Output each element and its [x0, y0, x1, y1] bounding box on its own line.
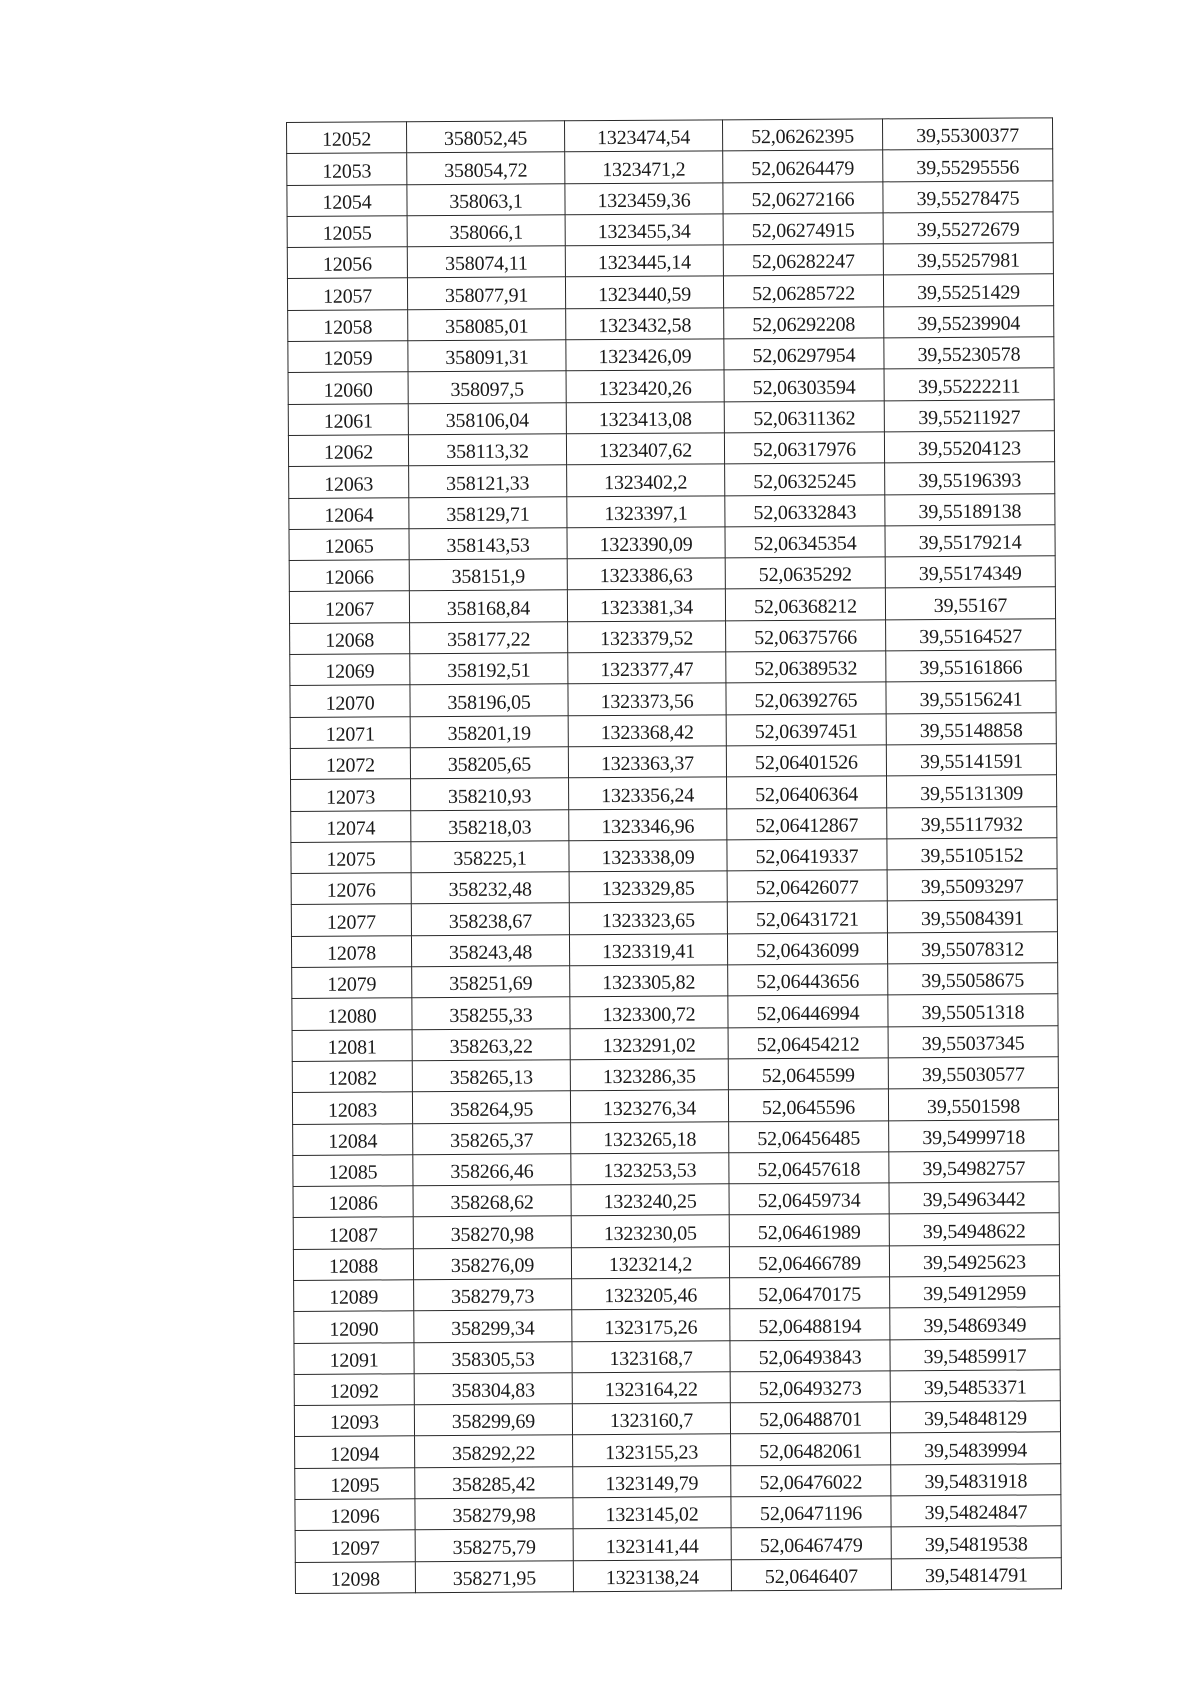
- latitude-cell: 52,06488701: [730, 1402, 890, 1434]
- x-coordinate-cell: 358151,9: [409, 559, 567, 591]
- point-number-cell: 12067: [289, 591, 409, 623]
- y-coordinate-cell: 1323253,53: [571, 1153, 729, 1185]
- table-row: [294, 1370, 1060, 1406]
- table-row: [293, 1213, 1059, 1249]
- latitude-cell: 52,06476022: [731, 1465, 891, 1497]
- x-coordinate-cell: 358232,48: [411, 872, 569, 904]
- longitude-cell: 39,55084391: [887, 900, 1057, 932]
- longitude-cell: 39,54948622: [889, 1213, 1059, 1245]
- latitude-cell: 52,06466789: [729, 1246, 889, 1278]
- x-coordinate-cell: 358143,53: [409, 528, 567, 560]
- y-coordinate-cell: 1323363,37: [568, 746, 726, 778]
- y-coordinate-cell: 1323160,7: [572, 1403, 730, 1435]
- point-number-cell: 12094: [295, 1436, 415, 1468]
- y-coordinate-cell: 1323397,1: [567, 495, 725, 527]
- longitude-cell: 39,54859917: [890, 1338, 1060, 1370]
- table-row: [291, 869, 1057, 905]
- latitude-cell: 52,06401526: [726, 745, 886, 777]
- longitude-cell: 39,54963442: [889, 1182, 1059, 1214]
- table-body: [287, 118, 1062, 1594]
- latitude-cell: 52,06457618: [729, 1152, 889, 1184]
- point-number-cell: 12082: [292, 1061, 412, 1093]
- y-coordinate-cell: 1323305,82: [570, 965, 728, 997]
- y-coordinate-cell: 1323440,59: [565, 276, 723, 308]
- y-coordinate-cell: 1323205,46: [572, 1278, 730, 1310]
- y-coordinate-cell: 1323265,18: [571, 1121, 729, 1153]
- table-row: [288, 337, 1054, 373]
- latitude-cell: 52,06368212: [725, 588, 885, 620]
- x-coordinate-cell: 358268,62: [413, 1185, 571, 1217]
- point-number-cell: 12091: [294, 1342, 414, 1374]
- longitude-cell: 39,54982757: [889, 1151, 1059, 1183]
- latitude-cell: 52,0635292: [725, 557, 885, 589]
- longitude-cell: 39,55239904: [884, 306, 1054, 338]
- x-coordinate-cell: 358225,1: [411, 841, 569, 873]
- latitude-cell: 52,06297954: [724, 338, 884, 370]
- point-number-cell: 12059: [288, 341, 408, 373]
- latitude-cell: 52,06446994: [728, 995, 888, 1027]
- x-coordinate-cell: 358085,01: [408, 309, 566, 341]
- y-coordinate-cell: 1323471,2: [565, 151, 723, 183]
- y-coordinate-cell: 1323386,63: [567, 558, 725, 590]
- x-coordinate-cell: 358265,37: [413, 1122, 571, 1154]
- table-row: [289, 525, 1055, 561]
- longitude-cell: 39,54869349: [890, 1307, 1060, 1339]
- x-coordinate-cell: 358192,51: [410, 653, 568, 685]
- latitude-cell: 52,0645596: [728, 1089, 888, 1121]
- point-number-cell: 12074: [291, 810, 411, 842]
- point-number-cell: 12083: [292, 1092, 412, 1124]
- latitude-cell: 52,06426077: [727, 870, 887, 902]
- point-number-cell: 12054: [287, 184, 407, 216]
- x-coordinate-cell: 358091,31: [408, 340, 566, 372]
- table-row: [295, 1557, 1061, 1593]
- point-number-cell: 12058: [288, 310, 408, 342]
- x-coordinate-cell: 358243,48: [411, 935, 569, 967]
- table-row: [287, 212, 1053, 248]
- x-coordinate-cell: 358251,69: [412, 966, 570, 998]
- latitude-cell: 52,06274915: [723, 213, 883, 245]
- x-coordinate-cell: 358074,11: [407, 246, 565, 278]
- latitude-cell: 52,06392765: [726, 682, 886, 714]
- x-coordinate-cell: 358063,1: [407, 183, 565, 215]
- point-number-cell: 12070: [290, 685, 410, 717]
- x-coordinate-cell: 358276,09: [413, 1247, 571, 1279]
- y-coordinate-cell: 1323381,34: [567, 589, 725, 621]
- x-coordinate-cell: 358205,65: [410, 747, 568, 779]
- x-coordinate-cell: 358168,84: [409, 590, 567, 622]
- latitude-cell: 52,06493273: [730, 1371, 890, 1403]
- table-row: [292, 994, 1058, 1030]
- y-coordinate-cell: 1323407,62: [566, 433, 724, 465]
- longitude-cell: 39,55058675: [888, 963, 1058, 995]
- latitude-cell: 52,06467479: [731, 1527, 891, 1559]
- table-row: [294, 1307, 1060, 1343]
- longitude-cell: 39,54925623: [889, 1244, 1059, 1276]
- y-coordinate-cell: 1323413,08: [566, 402, 724, 434]
- x-coordinate-cell: 358066,1: [407, 215, 565, 247]
- x-coordinate-cell: 358097,5: [408, 371, 566, 403]
- table-row: [289, 587, 1055, 623]
- latitude-cell: 52,06456485: [729, 1120, 889, 1152]
- latitude-cell: 52,06375766: [726, 620, 886, 652]
- table-row: [290, 744, 1056, 780]
- longitude-cell: 39,54814791: [891, 1557, 1061, 1589]
- point-number-cell: 12072: [290, 748, 410, 780]
- latitude-cell: 52,06454212: [728, 1026, 888, 1058]
- table-row: [287, 180, 1053, 216]
- x-coordinate-cell: 358196,05: [410, 684, 568, 716]
- longitude-cell: 39,55179214: [885, 525, 1055, 557]
- x-coordinate-cell: 358264,95: [412, 1091, 570, 1123]
- latitude-cell: 52,06397451: [726, 713, 886, 745]
- point-number-cell: 12095: [295, 1468, 415, 1500]
- table-row: [291, 900, 1057, 936]
- y-coordinate-cell: 1323459,36: [565, 182, 723, 214]
- x-coordinate-cell: 358218,03: [411, 809, 569, 841]
- y-coordinate-cell: 1323455,34: [565, 214, 723, 246]
- table-row: [292, 1025, 1058, 1061]
- table-row: [290, 712, 1056, 748]
- x-coordinate-cell: 358292,22: [415, 1435, 573, 1467]
- longitude-cell: 39,54824847: [891, 1495, 1061, 1527]
- y-coordinate-cell: 1323338,09: [569, 840, 727, 872]
- table-row: [291, 775, 1057, 811]
- longitude-cell: 39,54819538: [891, 1526, 1061, 1558]
- coordinates-table: [286, 117, 1062, 1594]
- point-number-cell: 12077: [291, 904, 411, 936]
- y-coordinate-cell: 1323149,79: [573, 1466, 731, 1498]
- x-coordinate-cell: 358113,32: [408, 434, 566, 466]
- table-row: [294, 1401, 1060, 1437]
- y-coordinate-cell: 1323230,05: [571, 1215, 729, 1247]
- x-coordinate-cell: 358263,22: [412, 1028, 570, 1060]
- latitude-cell: 52,06282247: [723, 244, 883, 276]
- latitude-cell: 52,06262395: [722, 119, 882, 151]
- y-coordinate-cell: 1323402,2: [567, 464, 725, 496]
- longitude-cell: 39,55300377: [882, 118, 1052, 150]
- y-coordinate-cell: 1323390,09: [567, 527, 725, 559]
- x-coordinate-cell: 358265,13: [412, 1060, 570, 1092]
- latitude-cell: 52,06311362: [724, 401, 884, 433]
- point-number-cell: 12087: [293, 1217, 413, 1249]
- point-number-cell: 12085: [293, 1155, 413, 1187]
- longitude-cell: 39,55148858: [886, 712, 1056, 744]
- longitude-cell: 39,55078312: [887, 932, 1057, 964]
- x-coordinate-cell: 358304,83: [414, 1373, 572, 1405]
- longitude-cell: 39,55141591: [886, 744, 1056, 776]
- latitude-cell: 52,0645599: [728, 1058, 888, 1090]
- latitude-cell: 52,06461989: [729, 1214, 889, 1246]
- point-number-cell: 12061: [288, 403, 408, 435]
- longitude-cell: 39,55196393: [885, 462, 1055, 494]
- latitude-cell: 52,06470175: [730, 1277, 890, 1309]
- point-number-cell: 12066: [289, 560, 409, 592]
- x-coordinate-cell: 358177,22: [410, 622, 568, 654]
- table-row: [294, 1276, 1060, 1312]
- x-coordinate-cell: 358054,72: [407, 152, 565, 184]
- y-coordinate-cell: 1323168,7: [572, 1340, 730, 1372]
- x-coordinate-cell: 358121,33: [409, 465, 567, 497]
- x-coordinate-cell: 358279,73: [414, 1279, 572, 1311]
- y-coordinate-cell: 1323323,65: [569, 902, 727, 934]
- latitude-cell: 52,06272166: [723, 181, 883, 213]
- y-coordinate-cell: 1323368,42: [568, 714, 726, 746]
- longitude-cell: 39,55204123: [884, 431, 1054, 463]
- latitude-cell: 52,06459734: [729, 1183, 889, 1215]
- latitude-cell: 52,06431721: [727, 901, 887, 933]
- longitude-cell: 39,55251429: [883, 274, 1053, 306]
- latitude-cell: 52,06419337: [727, 839, 887, 871]
- latitude-cell: 52,06285722: [723, 275, 883, 307]
- latitude-cell: 52,06303594: [724, 369, 884, 401]
- x-coordinate-cell: 358305,53: [414, 1341, 572, 1373]
- longitude-cell: 39,54848129: [890, 1401, 1060, 1433]
- table-row: [288, 431, 1054, 467]
- point-number-cell: 12089: [294, 1280, 414, 1312]
- y-coordinate-cell: 1323300,72: [570, 996, 728, 1028]
- latitude-cell: 52,06292208: [724, 307, 884, 339]
- coordinates-table-container: [286, 117, 1061, 1594]
- longitude-cell: 39,5501598: [888, 1088, 1058, 1120]
- longitude-cell: 39,55257981: [883, 243, 1053, 275]
- table-row: [287, 149, 1053, 185]
- x-coordinate-cell: 358299,34: [414, 1310, 572, 1342]
- y-coordinate-cell: 1323141,44: [573, 1528, 731, 1560]
- point-number-cell: 12080: [292, 998, 412, 1030]
- longitude-cell: 39,54839994: [891, 1432, 1061, 1464]
- latitude-cell: 52,06471196: [731, 1496, 891, 1528]
- x-coordinate-cell: 358201,19: [410, 715, 568, 747]
- y-coordinate-cell: 1323164,22: [572, 1372, 730, 1404]
- longitude-cell: 39,55230578: [884, 337, 1054, 369]
- x-coordinate-cell: 358270,98: [413, 1216, 571, 1248]
- table-row: [288, 306, 1054, 342]
- y-coordinate-cell: 1323138,24: [573, 1559, 731, 1591]
- table-row: [291, 932, 1057, 968]
- table-row: [288, 368, 1054, 404]
- x-coordinate-cell: 358052,45: [407, 121, 565, 153]
- latitude-cell: 52,06264479: [723, 150, 883, 182]
- point-number-cell: 12098: [295, 1561, 415, 1593]
- x-coordinate-cell: 358077,91: [407, 277, 565, 309]
- longitude-cell: 39,55037345: [888, 1025, 1058, 1057]
- x-coordinate-cell: 358129,71: [409, 496, 567, 528]
- longitude-cell: 39,54912959: [890, 1276, 1060, 1308]
- x-coordinate-cell: 358255,33: [412, 997, 570, 1029]
- y-coordinate-cell: 1323276,34: [570, 1090, 728, 1122]
- table-row: [293, 1151, 1059, 1187]
- table-row: [295, 1464, 1061, 1500]
- longitude-cell: 39,55167: [885, 587, 1055, 619]
- table-row: [291, 806, 1057, 842]
- point-number-cell: 12081: [292, 1029, 412, 1061]
- point-number-cell: 12064: [289, 497, 409, 529]
- table-row: [295, 1432, 1061, 1468]
- y-coordinate-cell: 1323445,14: [565, 245, 723, 277]
- x-coordinate-cell: 358106,04: [408, 402, 566, 434]
- x-coordinate-cell: 358285,42: [415, 1467, 573, 1499]
- latitude-cell: 52,06406364: [727, 776, 887, 808]
- point-number-cell: 12088: [293, 1248, 413, 1280]
- longitude-cell: 39,55278475: [883, 180, 1053, 212]
- y-coordinate-cell: 1323379,52: [568, 621, 726, 653]
- point-number-cell: 12093: [294, 1405, 414, 1437]
- longitude-cell: 39,54999718: [889, 1119, 1059, 1151]
- longitude-cell: 39,55117932: [887, 806, 1057, 838]
- latitude-cell: 52,06345354: [725, 526, 885, 558]
- longitude-cell: 39,55093297: [887, 869, 1057, 901]
- y-coordinate-cell: 1323329,85: [569, 871, 727, 903]
- longitude-cell: 39,54831918: [891, 1464, 1061, 1496]
- y-coordinate-cell: 1323240,25: [571, 1184, 729, 1216]
- y-coordinate-cell: 1323432,58: [566, 308, 724, 340]
- latitude-cell: 52,0646407: [731, 1558, 891, 1590]
- y-coordinate-cell: 1323474,54: [564, 120, 722, 152]
- table-row: [294, 1338, 1060, 1374]
- table-row: [292, 1057, 1058, 1093]
- longitude-cell: 39,55161866: [886, 650, 1056, 682]
- longitude-cell: 39,55131309: [887, 775, 1057, 807]
- longitude-cell: 39,55222211: [884, 368, 1054, 400]
- longitude-cell: 39,55189138: [885, 493, 1055, 525]
- latitude-cell: 52,06488194: [730, 1308, 890, 1340]
- table-row: [291, 838, 1057, 874]
- point-number-cell: 12069: [290, 654, 410, 686]
- y-coordinate-cell: 1323175,26: [572, 1309, 730, 1341]
- latitude-cell: 52,06317976: [724, 432, 884, 464]
- y-coordinate-cell: 1323346,96: [569, 808, 727, 840]
- point-number-cell: 12057: [287, 278, 407, 310]
- table-row: [295, 1526, 1061, 1562]
- point-number-cell: 12076: [291, 873, 411, 905]
- table-row: [287, 118, 1053, 154]
- table-row: [290, 619, 1056, 655]
- y-coordinate-cell: 1323214,2: [571, 1247, 729, 1279]
- point-number-cell: 12055: [287, 216, 407, 248]
- y-coordinate-cell: 1323155,23: [573, 1434, 731, 1466]
- y-coordinate-cell: 1323319,41: [569, 934, 727, 966]
- longitude-cell: 39,54853371: [890, 1370, 1060, 1402]
- point-number-cell: 12097: [295, 1530, 415, 1562]
- point-number-cell: 12078: [291, 935, 411, 967]
- table-row: [289, 462, 1055, 498]
- point-number-cell: 12092: [294, 1374, 414, 1406]
- x-coordinate-cell: 358266,46: [413, 1154, 571, 1186]
- table-row: [289, 556, 1055, 592]
- table-row: [292, 963, 1058, 999]
- point-number-cell: 12056: [287, 247, 407, 279]
- point-number-cell: 12065: [289, 529, 409, 561]
- latitude-cell: 52,06443656: [728, 964, 888, 996]
- point-number-cell: 12096: [295, 1499, 415, 1531]
- point-number-cell: 12084: [293, 1123, 413, 1155]
- latitude-cell: 52,06412867: [727, 807, 887, 839]
- point-number-cell: 12053: [287, 153, 407, 185]
- table-row: [293, 1244, 1059, 1280]
- latitude-cell: 52,06436099: [727, 933, 887, 965]
- point-number-cell: 12090: [294, 1311, 414, 1343]
- point-number-cell: 12052: [287, 122, 407, 154]
- y-coordinate-cell: 1323426,09: [566, 339, 724, 371]
- table-row: [293, 1119, 1059, 1155]
- x-coordinate-cell: 358279,98: [415, 1498, 573, 1530]
- longitude-cell: 39,55030577: [888, 1057, 1058, 1089]
- longitude-cell: 39,55295556: [883, 149, 1053, 181]
- y-coordinate-cell: 1323356,24: [569, 777, 727, 809]
- point-number-cell: 12075: [291, 842, 411, 874]
- latitude-cell: 52,06389532: [726, 651, 886, 683]
- longitude-cell: 39,55164527: [886, 619, 1056, 651]
- y-coordinate-cell: 1323377,47: [568, 652, 726, 684]
- y-coordinate-cell: 1323291,02: [570, 1027, 728, 1059]
- table-row: [295, 1495, 1061, 1531]
- table-row: [290, 650, 1056, 686]
- longitude-cell: 39,55156241: [886, 681, 1056, 713]
- point-number-cell: 12073: [291, 779, 411, 811]
- point-number-cell: 12079: [292, 967, 412, 999]
- x-coordinate-cell: 358271,95: [415, 1560, 573, 1592]
- point-number-cell: 12062: [288, 435, 408, 467]
- point-number-cell: 12060: [288, 372, 408, 404]
- table-row: [288, 399, 1054, 435]
- x-coordinate-cell: 358238,67: [411, 903, 569, 935]
- longitude-cell: 39,55174349: [885, 556, 1055, 588]
- point-number-cell: 12071: [290, 716, 410, 748]
- table-row: [290, 681, 1056, 717]
- point-number-cell: 12086: [293, 1186, 413, 1218]
- y-coordinate-cell: 1323373,56: [568, 683, 726, 715]
- table-row: [289, 493, 1055, 529]
- latitude-cell: 52,06325245: [725, 463, 885, 495]
- table-row: [287, 243, 1053, 279]
- longitude-cell: 39,55211927: [884, 399, 1054, 431]
- longitude-cell: 39,55051318: [888, 994, 1058, 1026]
- x-coordinate-cell: 358275,79: [415, 1529, 573, 1561]
- point-number-cell: 12063: [289, 466, 409, 498]
- y-coordinate-cell: 1323420,26: [566, 370, 724, 402]
- x-coordinate-cell: 358299,69: [414, 1404, 572, 1436]
- x-coordinate-cell: 358210,93: [411, 778, 569, 810]
- table-row: [292, 1088, 1058, 1124]
- point-number-cell: 12068: [290, 623, 410, 655]
- longitude-cell: 39,55272679: [883, 212, 1053, 244]
- latitude-cell: 52,06482061: [731, 1433, 891, 1465]
- latitude-cell: 52,06332843: [725, 494, 885, 526]
- y-coordinate-cell: 1323145,02: [573, 1497, 731, 1529]
- table-row: [287, 274, 1053, 310]
- latitude-cell: 52,06493843: [730, 1339, 890, 1371]
- longitude-cell: 39,55105152: [887, 838, 1057, 870]
- y-coordinate-cell: 1323286,35: [570, 1059, 728, 1091]
- table-row: [293, 1182, 1059, 1218]
